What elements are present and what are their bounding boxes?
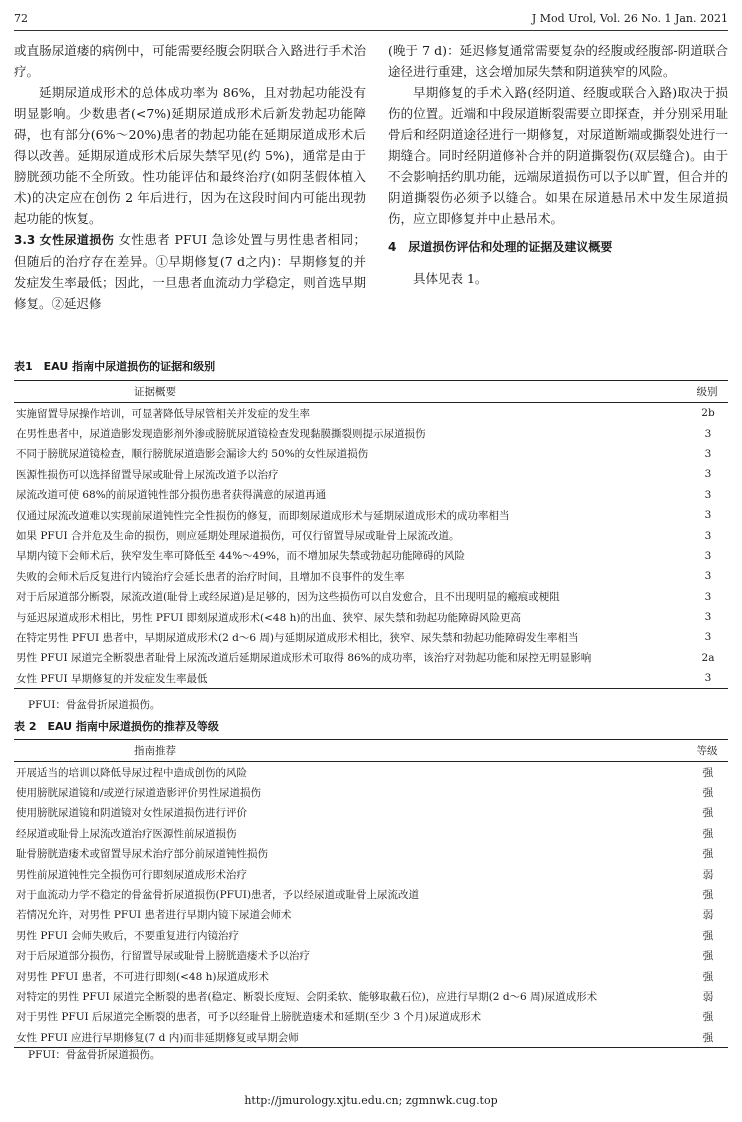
table-1 [14,380,728,689]
header-rule [14,30,728,31]
table-cell-text: 实施留置导尿操作培训，可显著降低导尿管相关并发症的发生率 [16,407,310,420]
table-cell-grade: 3 [704,570,712,583]
table-row [14,762,728,783]
table-row [14,627,728,647]
table-cell-text: 女性 PFUI 应进行早期修复(7 d 内)而非延期修复或早期会师 [16,1031,299,1044]
page-number: 72 [14,12,28,25]
table-cell-grade: 3 [704,447,712,460]
left-paragraph-3 [14,229,366,314]
table-cell-grade: 强 [702,1011,714,1024]
table-cell-text: 经尿道或耻骨上尿流改道治疗医源性前尿道损伤 [16,827,237,840]
table-cell-grade: 强 [702,807,714,820]
table-row [14,668,728,689]
table-cell-text: 如果 PFUI 合并危及生命的损伤，则应延期处理尿道损伤，可仅行留置导尿或耻骨上尿流改道。 [16,530,460,543]
footer-urls: http://jmurology.xjtu.edu.cn; zgmnwk.cug.top [244,1094,498,1107]
table-row [14,1027,728,1048]
table-1-caption: 表1 EAU 指南中尿道损伤的证据和级别 [14,360,216,373]
table-cell-text: 对于后尿道部分损伤，行留置导尿或耻骨上膀胱造瘘术予以治疗 [16,950,310,963]
table-row [14,444,728,464]
left-column [14,40,366,314]
table-cell-grade: 弱 [702,909,714,922]
table-cell-grade: 3 [704,468,712,481]
table-2 [14,739,728,1048]
table-cell-text: 尿流改道可使 68%的前尿道钝性部分损伤患者获得满意的尿道再通 [16,489,327,502]
table-cell-text: 与延迟尿道成形术相比，男性 PFUI 即刻尿道成形术(<48 h)的出血、狭窄、尿失禁和勃起功能障碍风险更高 [16,611,521,624]
table-row [14,423,728,443]
table-cell-grade: 3 [704,631,712,644]
table-row [14,905,728,925]
table-cell-grade: 3 [704,549,712,562]
table-2-header-recommendation: 指南推荐 [14,740,686,762]
table-row [14,925,728,945]
table-cell-grade: 3 [704,509,712,522]
table-cell-text: 不同于膀胱尿道镜检查，顺行膀胱尿道造影会漏诊大约 50%的女性尿道损伤 [16,448,369,461]
table-row [14,864,728,884]
section-4-heading: 4 尿道损伤评估和处理的证据及建议概要 [388,240,613,254]
table-1-header-level: 级别 [686,381,728,403]
table-row [14,546,728,566]
right-paragraph-3: 具体见表 1。 [413,271,488,286]
table-row [14,823,728,843]
table-cell-text: 开展适当的培训以降低导尿过程中造成创伤的风险 [16,766,247,779]
table-cell-grade: 强 [702,929,714,942]
table-1-header-evidence: 证据概要 [14,381,686,403]
table-cell-text: 对男性 PFUI 患者，不可进行即刻(<48 h)尿道成形术 [16,970,269,983]
table-2-body [14,762,728,1048]
table-cell-text: 在男性患者中，尿道造影发现造影剂外渗或膀胱尿道镜检查发现黏膜撕裂则提示尿道损伤 [16,428,426,441]
table-cell-grade: 强 [702,1031,714,1044]
table-row [14,485,728,505]
table-row [14,884,728,904]
table-cell-grade: 3 [704,529,712,542]
table-cell-text: 男性前尿道钝性完全损伤可行即刻尿道成形术治疗 [16,868,247,881]
table-row [14,464,728,484]
table-row [14,403,728,424]
table-row [14,844,728,864]
left-paragraph-2: 延期尿道成形术的总体成功率为 86%，且对勃起功能没有明显影响。少数患者(<7%)延期尿道成形术后新发勃起功能障碍，也有部分(6%～20%)患者的勃起功能在延期尿道成形术后得以改善。延期尿道成形术后尿失禁罕见(约 5%)，通常是由于膀胱颈功能不全所致。性功能评估和最终治疗(如阴茎假体植入术)的决定应在创伤 2 年后进行，因为在这段时间内可能出现勃起功能的恢复。 [14,85,366,226]
table-cell-grade: 3 [704,488,712,501]
table-row [14,566,728,586]
table-2-header-grade: 等级 [686,740,728,762]
page-header [14,12,728,28]
table-cell-text: 对于男性 PFUI 后尿道完全断裂的患者，可予以经耻骨上膀胱造瘘术和延期(至少 3 个月)尿道成形术 [16,1011,482,1024]
table-cell-text: 女性 PFUI 早期修复的并发症发生率最低 [16,672,208,685]
table-cell-text: 早期内镜下会师术后，狭窄发生率可降低至 44%～49%，而不增加尿失禁或勃起功能障碍的风险 [16,550,466,563]
table-row [14,966,728,986]
table-row [14,1007,728,1027]
table-cell-text: 医源性损伤可以选择留置导尿或耻骨上尿流改道予以治疗 [16,468,279,481]
table-cell-grade: 强 [702,848,714,861]
table-cell-text: 失败的会师术后反复进行内镜治疗会延长患者的治疗时间，且增加不良事件的发生率 [16,570,405,583]
table-cell-grade: 3 [704,590,712,603]
table-cell-grade: 强 [702,970,714,983]
right-paragraph-1: (晚于 7 d)：延迟修复通常需要复杂的经腹或经腹部-阴道联合途径进行重建，这会增加尿失禁和阴道狭窄的风险。 [388,43,728,79]
table-cell-grade: 2a [701,651,715,664]
table-cell-text: 若情况允许，对男性 PFUI 患者进行早期内镜下尿道会师术 [16,909,292,922]
table-cell-grade: 强 [702,827,714,840]
table-cell-text: 男性 PFUI 尿道完全断裂患者耻骨上尿流改道后延期尿道成形术可取得 86%的成功率，该治疗对勃起功能和尿控无明显影响 [16,652,592,665]
table-row [14,946,728,966]
table-cell-grade: 3 [704,611,712,624]
left-paragraph-1: 或直肠尿道瘘的病例中，可能需要经腹会阴联合入路进行手术治疗。 [14,43,366,79]
table-row [14,505,728,525]
table-cell-grade: 3 [704,427,712,440]
table-cell-grade: 强 [702,766,714,779]
table-row [14,986,728,1006]
table-cell-text: 在特定男性 PFUI 患者中，早期尿道成形术(2 d～6 周)与延期尿道成形术相比，狭窄、尿失禁和勃起功能障碍发生率相当 [16,631,579,644]
table-row [14,803,728,823]
table-cell-grade: 强 [702,787,714,800]
table-cell-grade: 2b [701,407,715,420]
table-cell-text: 对特定的男性 PFUI 尿道完全断裂的患者(稳定、断裂长度短、会阴柔软、能够取截石位)，应进行早期(2 d～6 周)尿道成形术 [16,990,598,1003]
table-1-body [14,403,728,689]
right-column [388,40,728,289]
table-cell-grade: 强 [702,950,714,963]
table-row [14,782,728,802]
table-row [14,587,728,607]
journal-citation: J Mod Urol, Vol. 26 No. 1 Jan. 2021 [531,12,728,25]
section-body: 女性患者 PFUI 急诊处置与男性患者相同；但随后的治疗存在差异。①早期修复(7 d之内)：早期修复的并发症发生率最低；因此，一旦患者血流动力学稳定，则首选早期修复。②延迟修 [14,232,366,311]
section-number: 3.3 [14,233,36,247]
table-2-caption: 表 2 EAU 指南中尿道损伤的推荐及等级 [14,720,219,733]
table-cell-grade: 强 [702,889,714,902]
table-cell-text: 使用膀胱尿道镜和/或逆行尿道造影评价男性尿道损伤 [16,787,262,800]
right-paragraph-2: 早期修复的手术入路(经阴道、经腹或联合入路)取决于损伤的位置。近端和中段尿道断裂需要立即探查，并分别采用耻骨后和经阴道途径进行一期修复，对尿道断端或撕裂处进行一期缝合。同时经阴道修补合并的阴道撕裂伤(双层缝合)。由于不会影响括约肌功能，远端尿道损伤可以予以旷置，但合并的阴道撕裂伤必须予以缝合。如果在尿道悬吊术中发生尿道损伤，应立即修复并中止悬吊术。 [388,85,728,226]
table-1-note: PFUI：骨盆骨折尿道损伤。 [28,699,161,711]
table-cell-text: 耻骨膀胱造瘘术或留置导尿术治疗部分前尿道钝性损伤 [16,848,268,861]
table-cell-text: 男性 PFUI 会师失败后，不要重复进行内镜治疗 [16,929,240,942]
table-2-note: PFUI：骨盆骨折尿道损伤。 [28,1049,161,1061]
table-cell-grade: 弱 [702,990,714,1003]
table-row [14,648,728,668]
table-cell-grade: 3 [704,672,712,685]
table-cell-grade: 弱 [702,868,714,881]
table-cell-text: 对于后尿道部分断裂，尿流改道(耻骨上或经尿道)是足够的，因为这些损伤可以自发愈合，且不出现明显的瘢痕或梗阻 [16,591,560,604]
section-title: 女性尿道损伤 [39,233,115,247]
table-cell-text: 对于血流动力学不稳定的骨盆骨折尿道损伤(PFUI)患者，予以经尿道或耻骨上尿流改道 [16,889,420,902]
table-row [14,525,728,545]
table-row [14,607,728,627]
table-cell-text: 仅通过尿流改道难以实现前尿道钝性完全性损伤的修复，而即刻尿道成形术与延期尿道成形术的成功率相当 [16,509,510,522]
table-cell-text: 使用膀胱尿道镜和阴道镜对女性尿道损伤进行评价 [16,807,247,820]
